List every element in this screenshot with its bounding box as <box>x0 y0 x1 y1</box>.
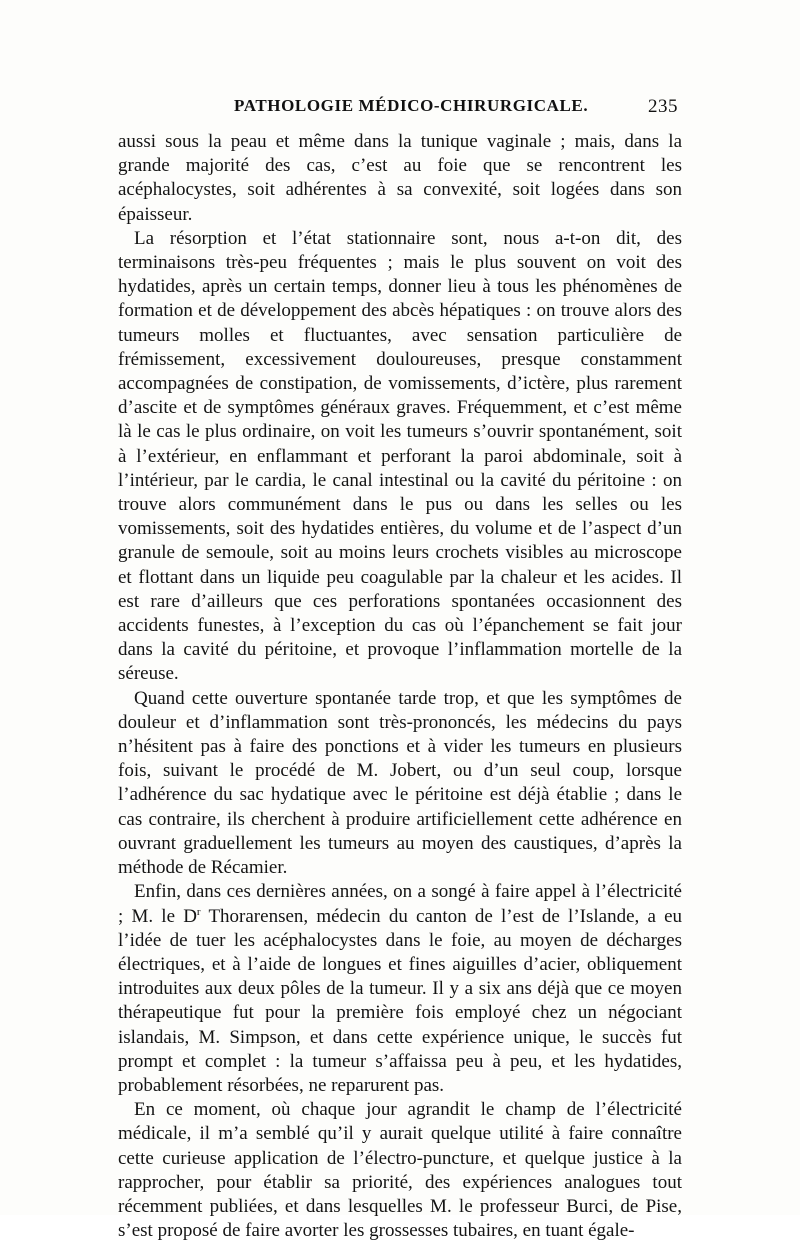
page-header <box>118 96 680 126</box>
paragraph-electricite-start: Enfin, dans ces dernières années, on a songé à faire appel à l’électricité ; M. le D <box>118 881 682 927</box>
paragraph-continuation: aussi sous la peau et même dans la tunique vaginale ; mais, dans la grande majorité des cas, c’est au foie que se rencontrent les acéphalocystes, soit adhérentes à sa convexité, soit logées dans son épaisseur. <box>118 131 682 225</box>
body-text <box>118 130 682 1243</box>
paragraph-electricite-end: Thorarensen, médecin du canton de l’est de l’Islande, a eu l’idée de tuer les acéphalocystes dans le foie, au moyen de décharges électriques, et à l’aide de longues et fines aiguilles d’acier, obliquement introduites aux deux pôles de la tumeur. Il y a six ans déjà que ce moyen thérapeutique fut pour la première fois employé chez un négociant islandais, M. Simpson, et dans cette expérience unique, le succès fut prompt et complet : la tumeur s’affaissa peu à peu, et les hydatides, probablement résorbées, ne reparurent pas. <box>118 905 682 1096</box>
paragraph-ponction: Quand cette ouverture spontanée tarde trop, et que les symptômes de douleur et d’inflammation sont très-prononcés, les médecins du pays n’hésitent pas à faire des ponctions et à vider les tumeurs en plusieurs fois, suivant le procédé de M. Jobert, ou d’un seul coup, lorsque l’adhérence du sac hydatique avec le péritoine est déjà établie ; dans le cas contraire, ils cherchent à produire artificiellement cette adhérence en ouvrant graduellement les tumeurs au moyen des caustiques, d’après la méthode de Récamier. <box>118 687 682 879</box>
superscript-r: r <box>196 905 201 918</box>
page-number: 235 <box>648 96 678 117</box>
paragraph-electricite <box>118 880 682 1098</box>
paragraph-resorption: La résorption et l’état stationnaire sont, nous a-t-on dit, des terminaisons très-peu fréquentes ; mais le plus souvent on voit des hydatides, après un certain temps, donner lieu à tous les phénomènes de formation et de développement des abcès hépatiques : on trouve alors des tumeurs molles et fluctuantes, avec sensation particulière de frémissement, excessivement douloureuses, presque constamment accompagnées de constipation, de vomissements, d’ictère, plus rarement d’ascite et de symptômes généraux graves. Fréquemment, et c’est même là le cas le plus ordinaire, on voit les tumeurs s’ouvrir spontanément, soit à l’extérieur, en enflammant et perforant la paroi abdominale, soit à l’intérieur, par le cardia, le canal intestinal ou la cavité du péritoine : on trouve alors communément dans le pus ou dans les selles ou les vomissements, soit des hydatides entières, du volume et de l’aspect d’un granule de semoule, soit au moins leurs crochets visibles au microscope et flottant dans un liquide peu coagulable par la chaleur et les acides. Il est rare d’ailleurs que ces perforations spontanées occasionnent des accidents funestes, à l’exception du cas où l’épanchement se fait jour dans la cavité du péritoine, et provoque l’inflammation mortelle de la séreuse. <box>118 227 682 685</box>
running-head: PATHOLOGIE MÉDICO-CHIRURGICALE. <box>234 96 589 115</box>
paragraph-electro-puncture: En ce moment, où chaque jour agrandit le champ de l’électricité médicale, il m’a semblé qu’il y aurait quelque utilité à faire connaître cette curieuse application de l’électro-puncture, et quelque justice à la rapprocher, pour établir sa priorité, des expériences analogues tout récemment publiées, et dans lesquelles M. le professeur Burci, de Pise, s’est proposé de faire avorter les grossesses tubaires, en tuant égale- <box>118 1099 682 1242</box>
